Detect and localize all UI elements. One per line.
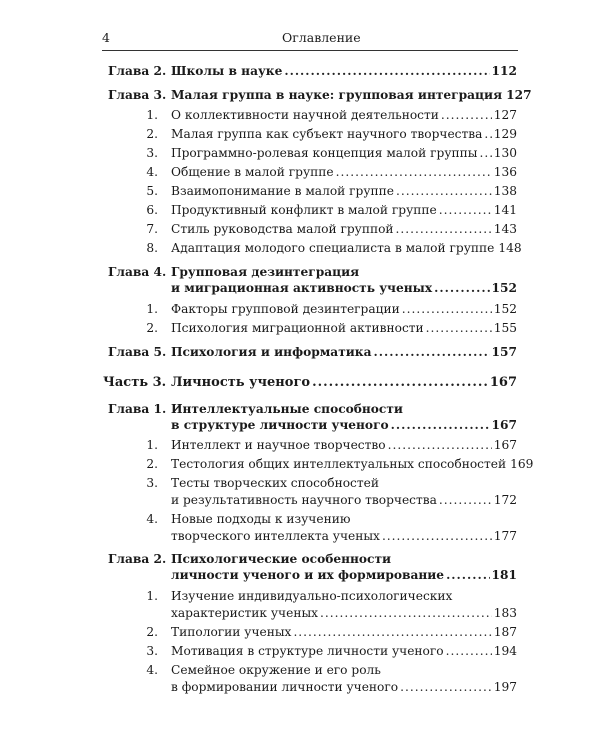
section-title: Типологии ученых (171, 625, 292, 639)
page-ref: 143 (493, 222, 517, 236)
page-ref: 183 (493, 606, 517, 620)
section-title: Интеллект и научное творчество (171, 438, 386, 452)
chapter-prefix: Глава 4. (108, 265, 167, 279)
page-ref: 177 (493, 529, 517, 543)
page-ref: 152 (491, 281, 517, 295)
section-number: 1. (146, 108, 158, 122)
chapter-title-line1: Интеллектуальные способности (171, 402, 403, 416)
section-title: Тестология общих интеллектуальных способностей (171, 457, 507, 471)
section-title: Общение в малой группе (171, 165, 334, 179)
section-title: Продуктивный конфликт в малой группе (171, 203, 437, 217)
page-ref: 167 (493, 438, 517, 452)
section-number: 2. (146, 127, 158, 141)
section-title: Программно-ролевая концепция малой группы (171, 146, 478, 160)
dot-leader (484, 127, 491, 141)
section-title: Мотивация в структуре личности ученого (171, 644, 444, 658)
chapter-title-line1: Психологические особенности (171, 552, 392, 566)
chapter-prefix: Глава 2. (108, 552, 167, 566)
page-number: 4 (102, 30, 110, 45)
dot-leader (391, 418, 490, 432)
page-ref: 112 (491, 64, 517, 78)
dot-leader (446, 644, 492, 658)
section-number: 5. (146, 184, 158, 198)
dot-leader (320, 606, 492, 620)
section-number: 2. (146, 457, 158, 471)
chapter-prefix: Глава 1. (108, 402, 167, 416)
page-ref: 136 (493, 165, 517, 179)
page-ref: 167 (489, 375, 517, 390)
chapter-title: и миграционная активность ученых (171, 281, 433, 295)
dot-leader (374, 345, 490, 359)
dot-leader (312, 375, 488, 390)
dot-leader (479, 146, 491, 160)
section-number: 3. (146, 476, 158, 490)
chapter-title: Психология и информатика (171, 345, 372, 359)
chapter-title-line1: Групповая дезинтеграция (171, 265, 360, 279)
page-ref: 187 (493, 625, 517, 639)
part-prefix: Часть 3. (103, 375, 167, 390)
section-number: 1. (146, 589, 158, 603)
section-title: Психология миграционной активности (171, 321, 424, 335)
section-number: 2. (146, 321, 158, 335)
section-number: 4. (146, 663, 158, 677)
page-ref: 141 (493, 203, 517, 217)
chapter-title: личности ученого и их формирование (171, 568, 445, 582)
page-ref: 129 (493, 127, 517, 141)
dot-leader (446, 568, 489, 582)
section-title: О коллективности научной деятельности (171, 108, 439, 122)
page-ref: 138 (493, 184, 517, 198)
page-ref: 127 (506, 88, 532, 102)
dot-leader (388, 438, 492, 452)
dot-leader (284, 64, 489, 78)
section-title: Стиль руководства малой группой (171, 222, 394, 236)
dot-leader (439, 493, 492, 507)
section-number: 4. (146, 165, 158, 179)
section-title: творческого интеллекта ученых (171, 529, 380, 543)
section-number: 1. (146, 302, 158, 316)
section-title: и результативность научного творчества (171, 493, 437, 507)
dot-leader (293, 625, 491, 639)
chapter-title: в структуре личности ученого (171, 418, 389, 432)
section-number: 2. (146, 625, 158, 639)
section-title-line1: Изучение индивидуально-психологических (171, 589, 453, 603)
section-title: Адаптация молодого специалиста в малой группе (171, 241, 495, 255)
chapter-prefix: Глава 5. (108, 345, 167, 359)
chapter-prefix: Глава 2. (108, 64, 167, 78)
section-number: 3. (146, 146, 158, 160)
dot-leader (441, 108, 492, 122)
page-ref: 167 (491, 418, 517, 432)
section-title: в формировании личности ученого (171, 680, 399, 694)
section-number: 7. (146, 222, 158, 236)
section-number: 1. (146, 438, 158, 452)
dot-leader (434, 281, 489, 295)
section-number: 4. (146, 512, 158, 526)
section-title-line1: Семейное окружение и его роль (171, 663, 381, 677)
running-title: Оглавление (282, 30, 361, 45)
section-title: Факторы групповой дезинтеграции (171, 302, 400, 316)
page-ref: 172 (493, 493, 517, 507)
page-ref: 152 (493, 302, 517, 316)
section-title-line1: Тесты творческих способностей (171, 476, 379, 490)
dot-leader (426, 321, 492, 335)
section-number: 8. (146, 241, 158, 255)
chapter-title: Школы в науке (171, 64, 283, 78)
page-ref: 130 (493, 146, 517, 160)
page-ref: 127 (493, 108, 517, 122)
dot-leader (439, 203, 492, 217)
section-number: 6. (146, 203, 158, 217)
section-title-line1: Новые подходы к изучению (171, 512, 351, 526)
page-ref: 181 (491, 568, 517, 582)
page-ref: 148 (498, 241, 522, 255)
section-number: 3. (146, 644, 158, 658)
chapter-prefix: Глава 3. (108, 88, 167, 102)
dot-leader (396, 222, 492, 236)
section-title: характеристик ученых (171, 606, 319, 620)
dot-leader (382, 529, 492, 543)
dot-leader (336, 165, 492, 179)
chapter-title: Малая группа в науке: групповая интеграция (171, 88, 503, 102)
dot-leader (402, 302, 492, 316)
page-ref: 197 (493, 680, 517, 694)
section-title: Малая группа как субъект научного творчества (171, 127, 483, 141)
page-ref: 157 (491, 345, 517, 359)
part-title: Личность ученого (171, 375, 311, 390)
page-header (102, 28, 518, 51)
dot-leader (396, 184, 492, 198)
section-title: Взаимопонимание в малой группе (171, 184, 394, 198)
page-ref: 155 (493, 321, 517, 335)
dot-leader (400, 680, 492, 694)
page-ref: 194 (493, 644, 517, 658)
page-ref: 169 (510, 457, 534, 471)
